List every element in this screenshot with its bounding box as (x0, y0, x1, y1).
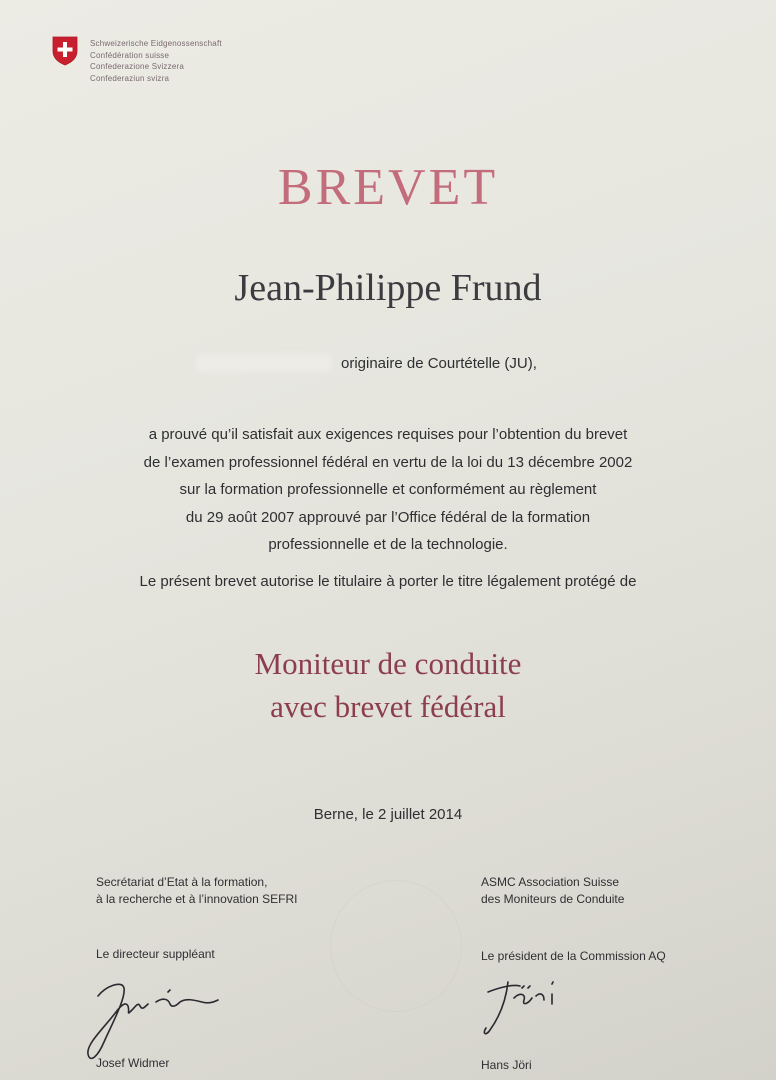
signature-widmer (82, 972, 222, 1064)
holder-name: Jean-Philippe Frund (234, 267, 542, 309)
confederation-name-fr: Confédération suisse (90, 50, 170, 60)
place-date: Berne, le 2 juillet 2014 (313, 806, 463, 823)
left-org-line: Secrétariat d’Etat à la formation, (96, 875, 268, 889)
embossed-seal (330, 880, 462, 1012)
right-organization (481, 874, 624, 908)
certificate-title: BREVET (277, 159, 499, 216)
body-line: sur la formation professionnelle et conformément au règlement (179, 481, 597, 498)
swiss-coat-of-arms-icon (52, 36, 78, 66)
signature-jori (478, 970, 588, 1040)
protected-title-line: Moniteur de conduite (254, 646, 522, 681)
origin-line: originaire de Courtételle (JU), (341, 355, 537, 372)
protected-title (0, 642, 776, 728)
protected-title-line: avec brevet fédéral (270, 689, 506, 724)
certificate-body (0, 421, 776, 559)
left-signatory-name: Josef Widmer (96, 1056, 170, 1070)
confederation-names (90, 38, 222, 84)
left-org-line: à la recherche et à l’innovation SEFRI (96, 892, 298, 906)
right-org-line: ASMC Association Suisse (481, 875, 620, 889)
left-signatory-role: Le directeur suppléant (96, 947, 215, 961)
body-line: a prouvé qu’il satisfait aux exigences requises pour l’obtention du brevet (148, 426, 628, 443)
body-line: de l’examen professionnel fédéral en vertu de la loi du 13 décembre 2002 (143, 453, 633, 471)
left-organization (96, 874, 297, 908)
right-signatory-name: Hans Jöri (481, 1058, 532, 1072)
right-signatory-role: Le président de la Commission AQ (481, 949, 666, 963)
right-org-line: des Moniteurs de Conduite (481, 892, 625, 906)
confederation-name-rm: Confederaziun svizra (90, 73, 170, 83)
body-line: du 29 août 2007 approuvé par l’Office fédéral de la formation (185, 508, 591, 526)
redacted-birthdate (196, 354, 332, 372)
confederation-name-it: Confederazione Svizzera (90, 62, 184, 71)
body-line: professionnelle et de la technologie. (268, 536, 508, 553)
authorization-line: Le présent brevet autorise le titulaire à porter le titre légalement protégé de (139, 573, 637, 590)
confederation-name-de: Schweizerische Eidgenossenschaft (90, 39, 222, 48)
